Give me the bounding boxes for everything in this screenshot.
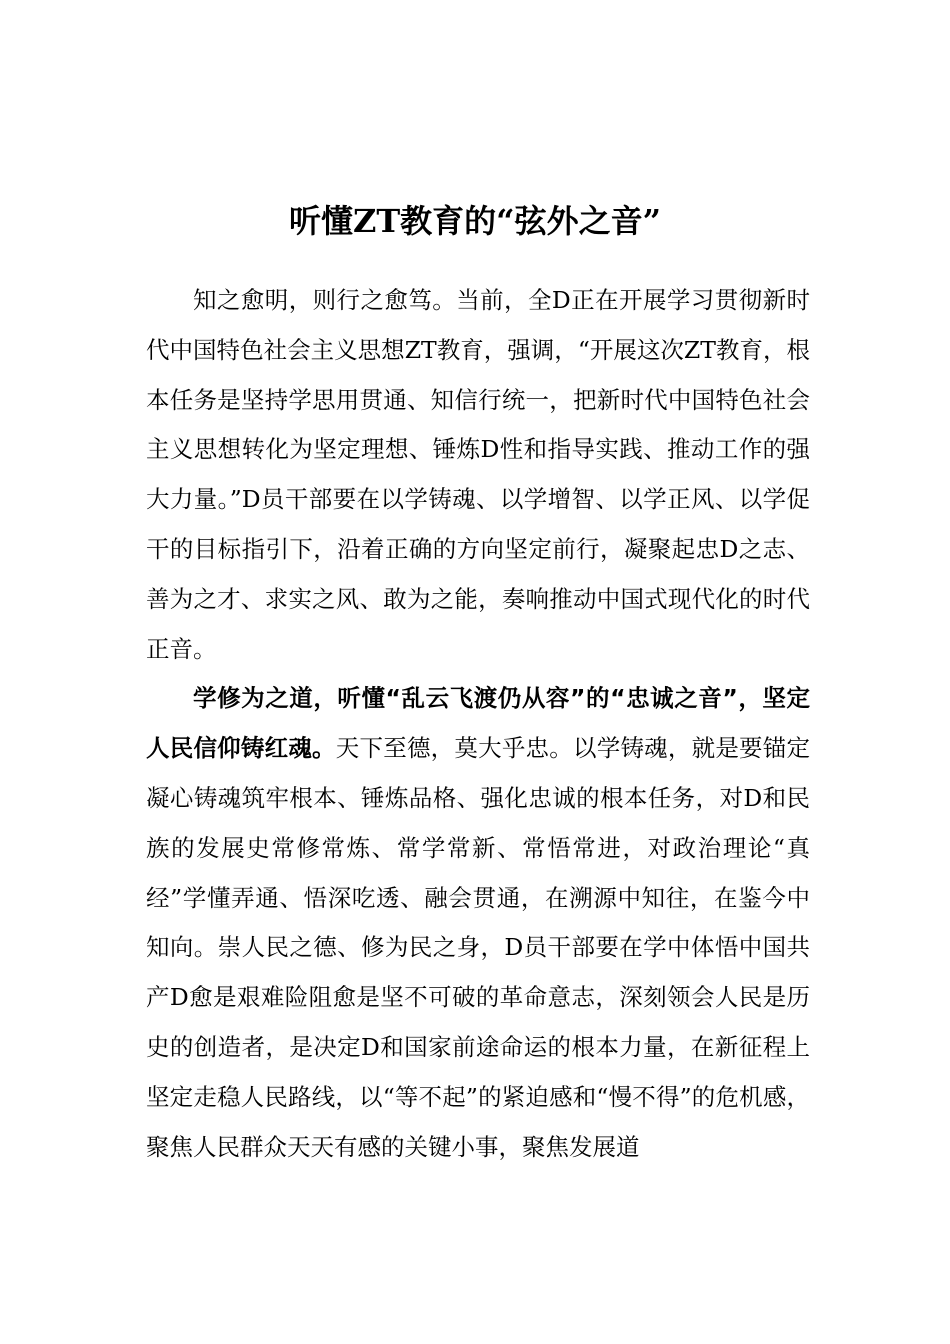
document-title: 听懂ZT教育的“弦外之音” <box>289 202 661 241</box>
paragraph-2-text: 天下至德，莫大乎忠。以学铸魂，就是要锚定凝心铸魂筑牢根本、锤炼品格、强化忠诚的根本任务，对D和民族的发展史常修常炼、常学常新、常悟常进，对政治理论“真经”学懂弄通、悟深吃透、融会贯通，在溯源中知往，在鉴今中知向。崇人民之德、修为民之身，D员干部要在学中体悟中国共产D愈是艰难险阻愈是坚不可破的革命意志，深刻领会人民是历史的创造者，是决定D和国家前途命运的根本力量，在新征程上坚定走稳人民路线，以“等不起”的紧迫感和“慢不得”的危机感，聚焦人民群众天天有感的关键小事，聚焦发展道 <box>146 734 811 1161</box>
paragraph-2-lead: 学修为之道，听懂“乱云飞渡仍从容”的“忠诚之音”，坚定人民信仰铸红魂。 <box>146 684 810 763</box>
paragraph-2 <box>146 674 810 1172</box>
document-body <box>146 276 810 1172</box>
paragraph-1-text: 知之愈明，则行之愈笃。当前，全D正在开展学习贯彻新时代中国特色社会主义思想ZT教育，强调，“开展这次ZT教育，根本任务是坚持学思用贯通、知信行统一，把新时代中国特色社会主义思想转化为坚定理想、锤炼D性和指导实践、推动工作的强大力量。”D员干部要在以学铸魂、以学增智、以学正风、以学促干的目标指引下，沿着正确的方向坚定前行，凝聚起忠D之志、善为之才、求实之风、敢为之能，奏响推动中国式现代化的时代正音。 <box>146 286 810 663</box>
paragraph-1 <box>146 276 810 674</box>
